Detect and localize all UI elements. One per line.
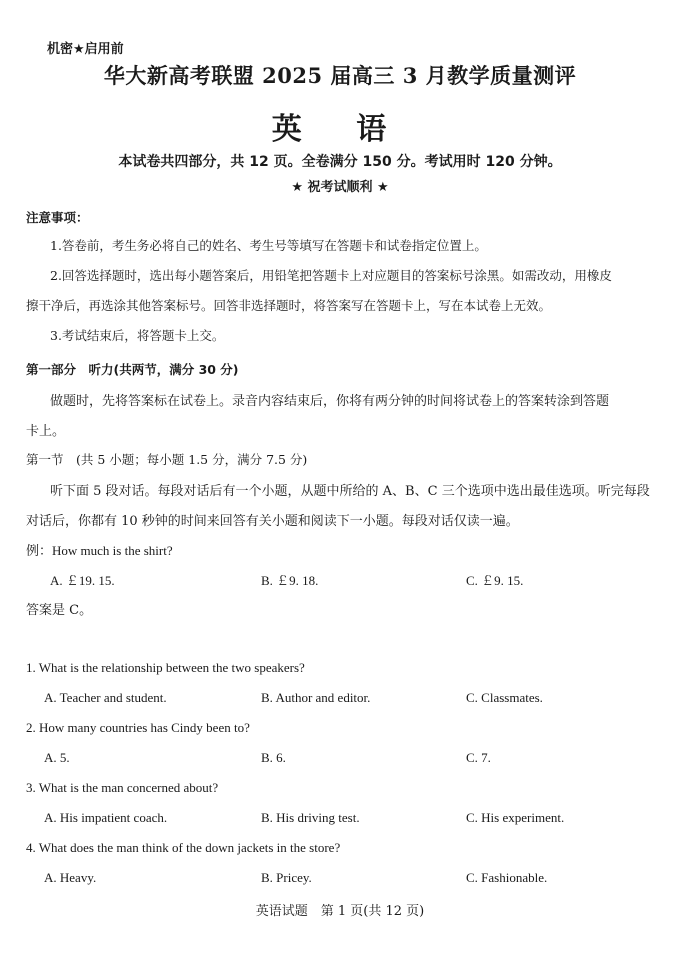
note-item-2-line-1: 2.回答选择题时，选出每小题答案后，用铅笔把答题卡上对应题目的答案标号涂黑。如需改动，用橡皮 [50,268,612,283]
section1-heading: 第一节 (共 5 小题；每小题 1.5 分，满分 7.5 分) [26,452,308,467]
question-1-option-a: A. Teacher and student. [44,690,167,705]
question-3-option-a: A. His impatient coach. [44,810,168,825]
part1-intro-line-2: 卡上。 [26,424,66,439]
subject-title: 英 语 [271,112,409,147]
question-2-option-c: C. 7. [466,750,491,765]
question-1-option-b: B. Author and editor. [261,690,371,705]
example-option-c: C. ￡9. 15. [466,573,524,588]
question-4-option-c: C. Fashionable. [466,870,548,885]
question-4: 4. What does the man think of the down jackets in the store? [26,840,341,855]
example-option-a: A. ￡19. 15. [50,573,115,588]
part1-heading: 第一部分 听力(共两节，满分 30 分) [26,362,239,377]
question-3-option-c: C. His experiment. [466,810,565,825]
exam-title: 华大新高考联盟 2025 届高三 3 月教学质量测评 [103,63,577,88]
question-3: 3. What is the man concerned about? [26,780,219,795]
question-2: 2. How many countries has Cindy been to? [26,720,250,735]
blessing-line: ★ 祝考试顺利 ★ [291,180,389,195]
note-item-3: 3.考试结束后，将答题卡上交。 [50,328,225,343]
section1-instructions-line-1: 听下面 5 段对话。每段对话后有一个小题，从题中所给的 A、B、C 三个选项中选出最佳选项。听完每段 [50,484,650,499]
question-4-option-b: B. Pricey. [261,870,312,885]
question-2-option-a: A. 5. [44,750,70,765]
paper-info: 本试卷共四部分，共 12 页。全卷满分 150 分。考试用时 120 分钟。 [118,154,562,170]
page-footer: 英语试题 第 1 页(共 12 页) [255,904,425,919]
question-4-option-a: A. Heavy. [44,870,97,885]
example-question: 例：How much is the shirt? [26,543,173,558]
note-item-2-line-2: 擦干净后，再选涂其他答案标号。回答非选择题时，将答案写在答题卡上，写在本试卷上无效。 [26,298,552,313]
question-3-option-b: B. His driving test. [261,810,360,825]
question-1-option-c: C. Classmates. [466,690,543,705]
note-item-1: 1.答卷前，考生务必将自己的姓名、考生号等填写在答题卡和试卷指定位置上。 [50,238,487,253]
notes-heading: 注意事项： [26,210,89,225]
example-answer: 答案是 C。 [26,603,93,618]
example-option-b: B. ￡9. 18. [261,573,319,588]
section1-instructions-line-2: 对话后，你都有 10 秒钟的时间来回答有关小题和阅读下一小题。每段对话仅读一遍。 [26,514,519,529]
confidential-label: 机密★启用前 [47,42,124,57]
question-2-option-b: B. 6. [261,750,286,765]
question-1: 1. What is the relationship between the two speakers? [26,660,305,675]
part1-intro-line-1: 做题时，先将答案标在试卷上。录音内容结束后，你将有两分钟的时间将试卷上的答案转涂到答题 [50,394,610,409]
